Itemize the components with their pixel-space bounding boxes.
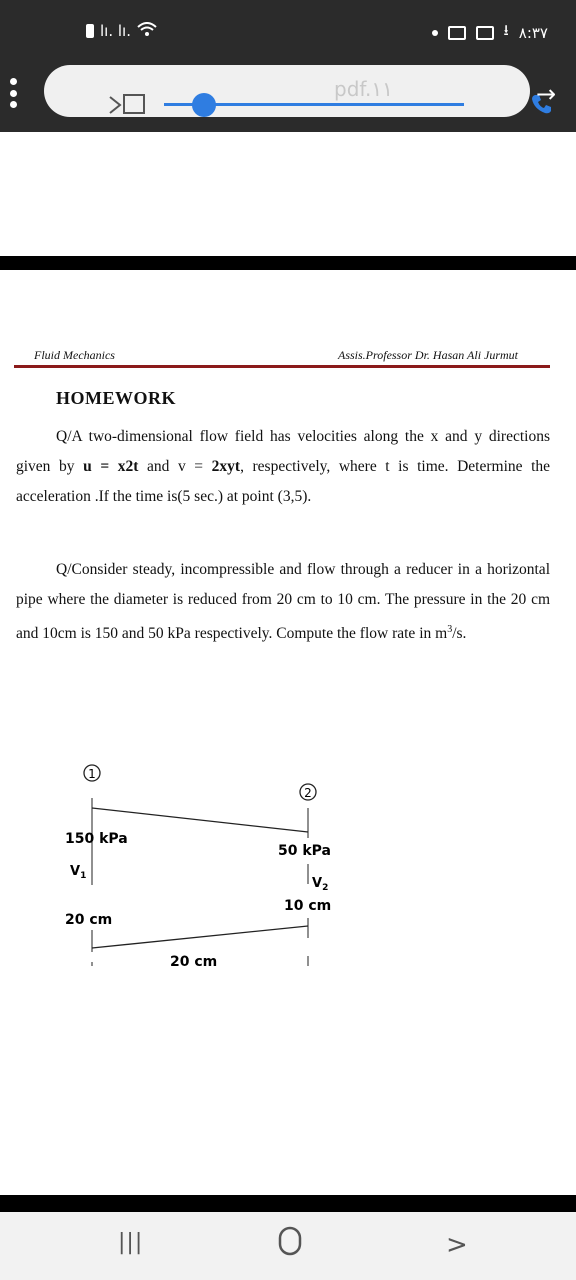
viewer-bottom-band [0,1195,576,1212]
download-icon: ⭳ [503,21,509,39]
course-title: Fluid Mechanics [34,348,115,362]
page-slider-knob[interactable] [192,93,216,117]
battery-icon [86,24,94,38]
diameter-1-label: 20 cm [65,912,113,928]
gallery-icon [448,26,466,40]
recents-button[interactable]: ||| [118,1230,144,1255]
wifi-icon [137,22,157,40]
instructor-name: Assis.Professor Dr. Hasan Ali Jurmut [338,348,519,362]
keyboard-icon [476,26,494,40]
velocity-2-label: $V_2$ [312,876,329,893]
tabs-icon[interactable] [108,91,148,119]
q2-end: /s. [452,625,467,643]
diameter-2-label: 10 cm [284,898,332,914]
back-button[interactable]: > [446,1230,468,1260]
status-left [86,22,157,40]
status-time: ٨:٣٧ [518,23,548,42]
home-button[interactable] [278,1226,302,1263]
q2-sup: 3 [447,624,453,635]
signal-icon: lı. lı. [100,22,131,40]
velocity-1-label: $V_1$ [70,864,87,881]
url-text: pdf.١١ [334,77,393,101]
point-2-label: 2 [304,786,312,800]
url-bar[interactable] [44,65,530,117]
forward-arrow-icon[interactable]: → [536,80,557,108]
q2-text: Q/Consider steady, incompressible and flow through a reducer in a horizontal pipe where the diameter is reduced from 20 cm to 10 cm. The pressure in the 20 cm and 10cm is 150 and 50 kPa respectively. Compute the flow rate in m [16,561,550,643]
header-rule [14,365,550,368]
status-bar [0,0,576,52]
point-1-label: 1 [88,767,96,781]
q1-prefix: Q/A two-dimensional flow field has velocities along the x and y directions given by [16,428,550,475]
length-label: 20 cm [170,954,218,970]
viewer-top-band [0,256,576,270]
pressure-2-label: 50 kPa [278,843,331,859]
toolbar [0,52,576,132]
navigation-bar [0,1212,576,1280]
homework-title: HOMEWORK [56,388,176,408]
q1-suffix: , respectively, where t is time. Determine the acceleration .If the time is(5 sec.) at point (3,5). [16,458,551,505]
top-wall [92,808,308,832]
q1-v: 2xyt [211,458,241,475]
question-1 [16,422,550,512]
q1-u: u = x2t [83,458,139,475]
q1-and: and v = [147,458,204,475]
reducer-diagram [40,760,400,990]
question-2 [16,555,550,649]
bottom-wall [92,926,308,948]
notification-dot-icon [432,30,438,36]
more-options-icon[interactable] [8,78,18,108]
pressure-1-label: 150 kPa [65,831,128,847]
document-page [0,270,576,1195]
status-right [432,20,549,45]
